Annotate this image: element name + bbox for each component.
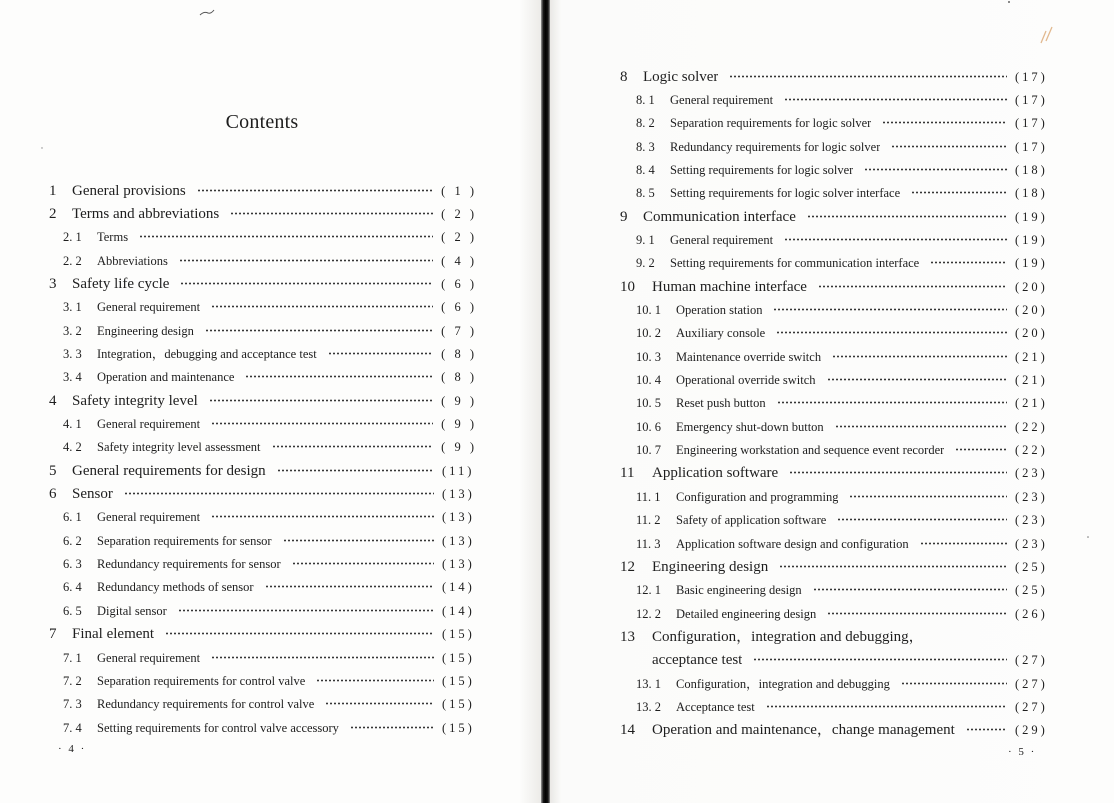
entry-page-number: ( 8 )	[441, 346, 477, 361]
dot-leader	[818, 285, 1007, 288]
entry-title: General requirement	[97, 510, 201, 525]
entry-number: 11	[620, 465, 635, 482]
dot-leader	[955, 448, 1007, 451]
dot-leader	[277, 469, 434, 472]
entry-page-number: ( 6 )	[441, 276, 477, 291]
entry-title: Configuration，integration and debugging	[676, 676, 890, 691]
entry-page-number: (15)	[442, 627, 475, 642]
toc-entry-section	[636, 346, 1050, 369]
toc-entry-section	[636, 696, 1050, 719]
entry-number: 6	[49, 486, 57, 503]
entry-number: 6. 3	[63, 557, 82, 572]
entry-number: 10. 7	[636, 443, 661, 458]
table-of-contents-right	[550, 66, 1114, 766]
entry-number: 6. 1	[63, 510, 82, 525]
entry-page-number: ( 9 )	[441, 417, 477, 431]
entry-number: 13	[620, 628, 635, 645]
toc-entry-section	[636, 89, 1050, 112]
dot-leader	[328, 352, 433, 355]
dot-leader	[966, 728, 1007, 731]
entry-page-number: (19)	[1015, 209, 1048, 224]
entry-number: 8	[620, 68, 628, 85]
entry-number: 2. 2	[63, 253, 82, 268]
entry-title: Maintenance override switch	[676, 349, 822, 364]
dot-leader	[827, 378, 1007, 381]
entry-number: 6. 2	[63, 533, 82, 548]
entry-number: 5	[49, 462, 57, 479]
entry-title: Digital sensor	[97, 603, 167, 618]
entry-title: Detailed engineering design	[676, 606, 817, 621]
entry-title: Safety integrity level	[72, 392, 198, 409]
toc-entry-section	[636, 673, 1050, 696]
dot-leader	[773, 308, 1007, 311]
entry-title: Emergency shut-down button	[676, 419, 824, 434]
entry-page-number: (23)	[1015, 466, 1048, 481]
dot-leader	[211, 305, 433, 308]
entry-number: 12. 2	[636, 606, 661, 621]
toc-entry-section	[63, 296, 477, 319]
dot-leader	[753, 658, 1007, 661]
dot-leader	[316, 679, 434, 682]
toc-entry-section	[63, 600, 477, 623]
toc-entry-section	[63, 670, 477, 693]
toc-entry-section	[636, 299, 1050, 322]
entry-page-number: (13)	[442, 533, 475, 548]
entry-page-number: (13)	[442, 487, 475, 502]
dot-leader	[292, 562, 434, 565]
entry-number: 1	[49, 182, 57, 199]
entry-title: Separation requirements for logic solver	[670, 116, 872, 131]
entry-title: Setting requirements for communication interface	[670, 256, 920, 271]
entry-number: 7. 1	[63, 650, 82, 665]
entry-page-number: (20)	[1015, 279, 1048, 294]
toc-entry-section	[636, 112, 1050, 135]
entry-number: 2	[49, 205, 57, 222]
dot-leader	[205, 329, 433, 332]
entry-number: 8. 4	[636, 162, 655, 177]
entry-number: 6. 5	[63, 603, 82, 618]
entry-number: 11. 1	[636, 489, 661, 504]
toc-entry-chapter	[49, 390, 477, 413]
entry-title: Operation and maintenance	[97, 370, 235, 385]
entry-page-number: (26)	[1015, 606, 1048, 621]
entry-title: Operation and maintenance，change management	[652, 722, 955, 739]
dot-leader	[837, 518, 1007, 521]
entry-page-number: (25)	[1015, 583, 1048, 598]
entry-page-number: (18)	[1015, 162, 1048, 177]
entry-number: 8. 1	[636, 92, 655, 107]
contents-title: Contents	[225, 111, 299, 133]
entry-title: Application software design and configuration	[676, 536, 909, 551]
entry-page-number: (21)	[1015, 349, 1048, 364]
entry-number: 4. 2	[63, 440, 82, 455]
page-folio: · 5 ·	[1008, 746, 1037, 758]
toc-entry-section	[636, 369, 1050, 392]
entry-title: General provisions	[72, 182, 186, 199]
toc-entry-section	[636, 486, 1050, 509]
entry-title: Redundancy methods of sensor	[97, 580, 254, 595]
dot-leader	[901, 682, 1007, 685]
entry-title: Basic engineering design	[676, 583, 802, 598]
entry-page-number: (25)	[1015, 559, 1048, 574]
toc-entry-section	[636, 182, 1050, 205]
toc-entry-section	[63, 250, 477, 273]
entry-title: General requirement	[670, 92, 774, 107]
entry-page-number: (21)	[1015, 396, 1048, 411]
dot-leader	[882, 121, 1007, 124]
entry-number: 3	[49, 275, 57, 292]
toc-entry-chapter	[620, 719, 1050, 742]
entry-page-number: (19)	[1015, 232, 1048, 247]
toc-entry-section	[636, 439, 1050, 462]
entry-number: 12	[620, 558, 635, 575]
toc-entry-chapter	[620, 66, 1050, 89]
entry-title: Integration，debugging and acceptance test	[97, 346, 317, 361]
entry-number: 10. 2	[636, 326, 661, 341]
dot-leader	[230, 212, 433, 215]
entry-number: 11. 2	[636, 513, 661, 528]
dot-leader	[245, 375, 433, 378]
entry-page-number: (13)	[442, 557, 475, 572]
entry-title: Acceptance test	[676, 699, 755, 714]
dot-leader	[729, 75, 1007, 78]
entry-number: 14	[620, 722, 635, 739]
entry-page-number: ( 9 )	[441, 440, 477, 455]
toc-entry-section	[63, 413, 477, 436]
entry-title: Setting requirements for logic solver interface	[670, 186, 901, 201]
entry-number: 9. 2	[636, 256, 655, 271]
book-gutter	[541, 0, 550, 803]
entry-number: 4. 1	[63, 417, 82, 431]
entry-page-number: (27)	[1015, 699, 1048, 714]
toc-entry-section	[636, 579, 1050, 602]
dot-leader	[776, 331, 1007, 334]
dot-leader	[779, 565, 1007, 568]
toc-entry-section	[63, 320, 477, 343]
dot-leader	[283, 539, 434, 542]
entry-page-number: (17)	[1015, 69, 1048, 84]
toc-entry-section	[636, 136, 1050, 159]
entry-title: Reset push button	[676, 396, 766, 411]
entry-title: Abbreviations	[97, 253, 168, 268]
entry-number: 9. 1	[636, 232, 655, 247]
toc-entry-section	[63, 436, 477, 459]
toc-entry-section	[636, 533, 1050, 556]
entry-title: Safety of application software	[676, 513, 827, 528]
entry-title: Engineering design	[97, 323, 194, 338]
entry-number: 3. 4	[63, 370, 82, 385]
entry-page-number: (14)	[442, 603, 475, 618]
entry-title: Terms	[97, 230, 129, 245]
toc-entry-section	[636, 392, 1050, 415]
entry-page-number: (23)	[1015, 513, 1048, 528]
dot-leader	[864, 168, 1007, 171]
dot-leader	[197, 189, 433, 192]
entry-number: 7	[49, 626, 57, 643]
entry-title: Configuration and programming	[676, 489, 839, 504]
entry-title: Communication interface	[643, 208, 796, 225]
toc-entry-section	[636, 159, 1050, 182]
dot-leader	[139, 235, 433, 238]
entry-number: 8. 3	[636, 139, 655, 154]
entry-number: 13. 1	[636, 676, 661, 691]
dot-leader	[835, 425, 1007, 428]
dot-leader	[784, 98, 1007, 101]
entry-page-number: (29)	[1015, 723, 1048, 738]
dot-leader	[124, 492, 434, 495]
entry-page-number: ( 7 )	[441, 323, 477, 338]
entry-number: 13. 2	[636, 699, 661, 714]
entry-number: 11. 3	[636, 536, 661, 551]
entry-page-number: (17)	[1015, 92, 1048, 107]
entry-title: Auxiliary console	[676, 326, 766, 341]
entry-page-number: ( 2 )	[441, 230, 477, 245]
entry-title: Setting requirements for control valve accessory	[97, 720, 339, 735]
toc-entry-section	[63, 693, 477, 716]
toc-entry-section	[636, 603, 1050, 626]
toc-entry-section	[63, 366, 477, 389]
left-page	[0, 0, 541, 803]
entry-title: Logic solver	[643, 68, 719, 85]
entry-page-number: (22)	[1015, 443, 1048, 458]
entry-title: Sensor	[72, 486, 113, 503]
toc-entry-section	[63, 226, 477, 249]
entry-page-number: (15)	[442, 720, 475, 735]
toc-entry-section	[63, 506, 477, 529]
toc-entry-chapter	[620, 626, 1050, 649]
entry-page-number: (27)	[1015, 653, 1048, 668]
toc-entry-chapter	[620, 276, 1050, 299]
entry-title: Configuration，integration and debugging，	[652, 628, 924, 645]
entry-page-number: (17)	[1015, 116, 1048, 131]
toc-entry-chapter	[49, 483, 477, 506]
entry-number: 3. 1	[63, 300, 82, 315]
toc-entry-chapter	[49, 273, 477, 296]
dot-leader	[891, 145, 1007, 148]
entry-number: 9	[620, 208, 628, 225]
toc-entry-chapter	[620, 206, 1050, 229]
dot-leader	[211, 656, 434, 659]
entry-page-number: ( 9 )	[441, 393, 477, 408]
dot-leader	[827, 612, 1007, 615]
entry-title: General requirement	[97, 650, 201, 665]
dot-leader	[272, 445, 434, 448]
entry-page-number: (15)	[442, 673, 475, 688]
entry-title: Safety life cycle	[72, 275, 170, 292]
toc-entry-section	[63, 343, 477, 366]
entry-page-number: ( 1 )	[441, 183, 477, 198]
dot-leader	[777, 401, 1007, 404]
toc-entry-section	[63, 647, 477, 670]
dot-leader	[211, 422, 433, 425]
toc-entry-chapter	[49, 460, 477, 483]
entry-number: 4	[49, 392, 57, 409]
entry-page-number: (27)	[1015, 676, 1048, 691]
entry-page-number: (18)	[1015, 186, 1048, 201]
entry-number: 3. 3	[63, 346, 82, 361]
entry-page-number: ( 4 )	[441, 253, 477, 268]
entry-page-number: (15)	[442, 650, 475, 665]
toc-entry-section	[636, 252, 1050, 275]
entry-page-number: (19)	[1015, 256, 1048, 271]
dot-leader	[178, 609, 434, 612]
entry-page-number: (13)	[442, 510, 475, 525]
entry-title: acceptance test	[652, 652, 743, 669]
entry-title: General requirements for design	[72, 462, 266, 479]
entry-title: Human machine interface	[652, 278, 807, 295]
entry-title: Operation station	[676, 303, 763, 317]
entry-page-number: ( 8 )	[441, 370, 477, 385]
entry-title: Application software	[652, 465, 779, 482]
dot-leader	[325, 702, 434, 705]
entry-page-number: (23)	[1015, 489, 1048, 504]
dot-leader	[265, 585, 434, 588]
right-page	[550, 0, 1114, 803]
toc-entry-chapter	[620, 556, 1050, 579]
entry-title: Final element	[72, 626, 155, 643]
toc-entry-section	[636, 416, 1050, 439]
entry-page-number: (20)	[1015, 303, 1048, 317]
toc-entry-section	[636, 322, 1050, 345]
dot-leader	[179, 259, 433, 262]
entry-number: 10. 3	[636, 349, 661, 364]
entry-number: 10. 4	[636, 373, 661, 388]
entry-title: Operational override switch	[676, 373, 816, 388]
entry-number: 3. 2	[63, 323, 82, 338]
entry-number: 8. 5	[636, 186, 655, 201]
dot-leader	[209, 399, 433, 402]
toc-entry-section	[63, 576, 477, 599]
entry-number: 12. 1	[636, 583, 661, 598]
dot-leader	[784, 238, 1007, 241]
entry-title: Separation requirements for control valve	[97, 673, 306, 688]
entry-number: 10	[620, 278, 635, 295]
entry-page-number: (23)	[1015, 536, 1048, 551]
entry-title: Engineering workstation and sequence event recorder	[676, 443, 945, 458]
table-of-contents-left	[0, 180, 541, 803]
dot-leader	[911, 191, 1007, 194]
entry-page-number: (17)	[1015, 139, 1048, 154]
toc-entry-section	[63, 530, 477, 553]
entry-title: Redundancy requirements for logic solver	[670, 139, 881, 154]
entry-title: Safety integrity level assessment	[97, 440, 261, 455]
toc-entry-section	[636, 229, 1050, 252]
toc-entry-chapter	[49, 180, 477, 203]
entry-title: General requirement	[97, 417, 201, 431]
entry-number: 7. 2	[63, 673, 82, 688]
entry-title: Terms and abbreviations	[72, 205, 220, 222]
entry-number: 10. 1	[636, 303, 661, 317]
entry-number: 7. 4	[63, 720, 82, 735]
entry-page-number: ( 2 )	[441, 206, 477, 221]
entry-page-number: ( 6 )	[441, 300, 477, 315]
dot-leader	[165, 632, 434, 635]
dot-leader	[930, 261, 1007, 264]
entry-page-number: (14)	[442, 580, 475, 595]
entry-number: 7. 3	[63, 697, 82, 712]
entry-page-number: (11)	[442, 463, 475, 478]
entry-title: Separation requirements for sensor	[97, 533, 272, 548]
page-folio: · 4 ·	[58, 743, 87, 755]
toc-entry-section	[63, 553, 477, 576]
entry-number: 2. 1	[63, 230, 82, 245]
entry-number: 10. 5	[636, 396, 661, 411]
dot-leader	[789, 471, 1007, 474]
entry-title: Redundancy requirements for sensor	[97, 557, 281, 572]
dot-leader	[807, 215, 1007, 218]
entry-number: 6. 4	[63, 580, 82, 595]
entry-number: 10. 6	[636, 419, 661, 434]
dot-leader	[766, 705, 1007, 708]
entry-page-number: (22)	[1015, 419, 1048, 434]
entry-title: Redundancy requirements for control valve	[97, 697, 315, 712]
entry-page-number: (21)	[1015, 373, 1048, 388]
toc-entry-section	[636, 509, 1050, 532]
dot-leader	[211, 515, 434, 518]
toc-entry-chapter	[49, 623, 477, 646]
entry-title: Engineering design	[652, 558, 769, 575]
entry-title: Setting requirements for logic solver	[670, 162, 854, 177]
entry-title: General requirement	[97, 300, 201, 315]
dot-leader	[849, 495, 1007, 498]
dot-leader	[350, 726, 434, 729]
toc-entry-chapter	[49, 203, 477, 226]
dot-leader	[813, 588, 1007, 591]
entry-title: General requirement	[670, 232, 774, 247]
toc-entry-chapter	[620, 462, 1050, 485]
entry-number: 8. 2	[636, 116, 655, 131]
dot-leader	[180, 282, 433, 285]
entry-page-number: (15)	[442, 697, 475, 712]
dot-leader	[920, 542, 1007, 545]
dot-leader	[832, 355, 1007, 358]
toc-entry-chapter	[620, 649, 1050, 672]
entry-page-number: (20)	[1015, 326, 1048, 341]
toc-entry-section	[63, 717, 477, 740]
